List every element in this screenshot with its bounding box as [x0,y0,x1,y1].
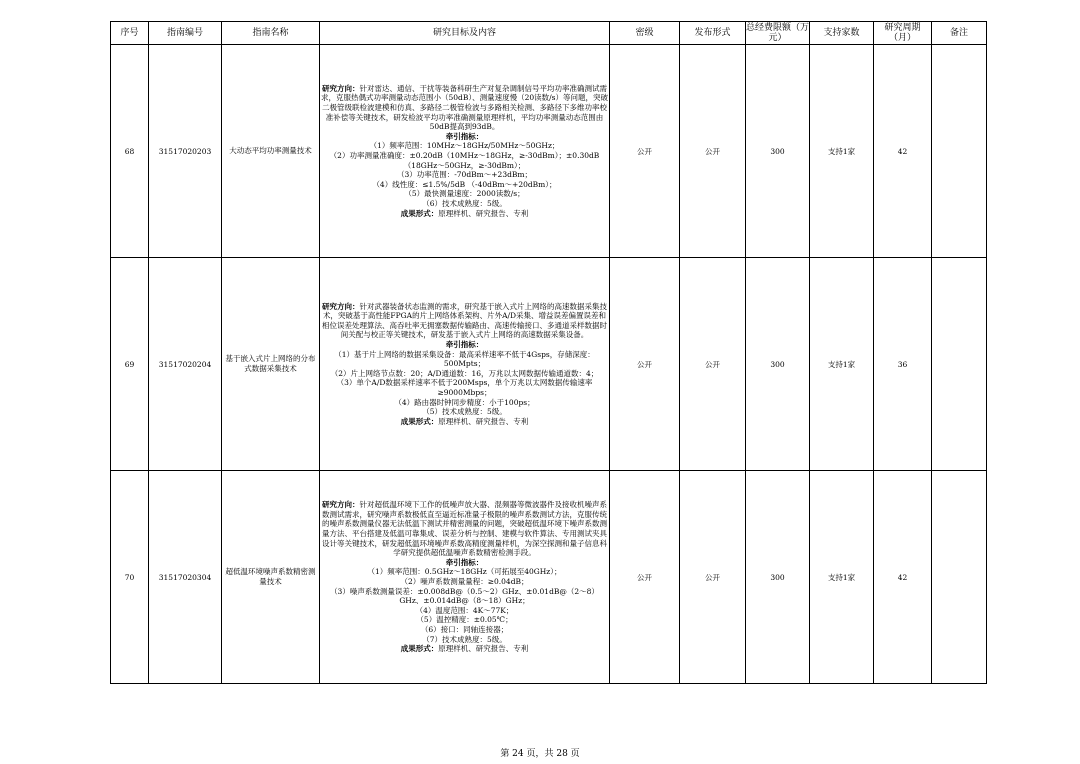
cell-note [932,45,987,258]
cell-code: 31517020204 [149,258,222,471]
indicator-item: （2）片上网络节点数：20；A/D通道数：16，万兆以太网数据传输通道数：4； [330,368,599,378]
indicator-item: （6）技术成熟度：5级。 [422,198,507,208]
result-body: 原理样机、研究报告、专利 [438,416,529,426]
index-label: 牵引指标： [445,131,484,141]
header-publish: 发布形式 [680,22,746,45]
cell-seq: 68 [111,45,149,258]
direction-text [320,84,609,132]
indicator-item: （6）接口：同轴连接器； [420,624,509,634]
header-content: 研究目标及内容 [320,22,610,45]
result-label: 成果形式： [400,644,439,654]
table-row [111,471,987,684]
header-code: 指南编号 [149,22,222,45]
direction-body: 针对超低温环境下工作的低噪声放大器、混频器等微波器件及接收机噪声系数测试需求，研究噪声系数极低直至逼近标准量子极限的噪声系数测试方法，克服传统的噪声系数测量仪器无法低温下测试并精密测量的问题，突破超低温环境下噪声系数测量方法、平台搭建及低温可靠集成、误差分析与控制、建模与软件算法、专用测试夹具设计等关键技术，研发超低温环境噪声系数高精度测量样机，为深空探测和量子信息科学研究提供超低温噪声系数精密检测手段。 [322,500,607,558]
cell-seq: 69 [111,258,149,471]
result-body: 原理样机、研究报告、专利 [438,644,529,654]
table-row [111,258,987,471]
direction-text [320,302,609,340]
result-label: 成果形式： [400,416,439,426]
cell-budget: 300 [746,45,810,258]
page-footer: 第 24 页，共 28 页 [500,749,580,759]
cell-seq: 70 [111,471,149,684]
cell-period: 42 [874,471,932,684]
table-row [111,45,987,258]
indicator-item: （4）线性度：≤1.5%/5dB （-40dBm～+20dBm）； [372,179,557,189]
indicator-item: （5）技术成熟度：5级。 [422,407,507,417]
result-label: 成果形式： [400,208,439,218]
direction-body: 针对雷达、通信、干扰等装备科研生产对复杂调制信号平均功率准确测试需求，克服热偶式功率测量动态范围小（50dB）、测量速度慢（20读数/s）等问题，突破二极管级联检波建模和仿真、多路径二极管检波与多路相关检测、多路径下多维功率校准补偿等关键技术，研发检波平均功率准确测量原理样机，平均功率测量动态范围由50dB提高到93dB。 [320,83,609,132]
header-period: 研究周期（月） [874,22,932,45]
result-text [320,644,609,654]
index-label: 牵引指标： [445,340,484,350]
cell-code: 31517020203 [149,45,222,258]
index-label: 牵引指标： [445,557,484,567]
cell-secret: 公开 [610,471,680,684]
header-secret: 密级 [610,22,680,45]
cell-code: 31517020304 [149,471,222,684]
indicator-item: （1）基于片上网络的数据采集设备：最高采样速率不低于4Gsps，存储深度：500Mpts； [334,349,595,369]
cell-publish: 公开 [680,258,746,471]
header-budget: 总经费限额（万元） [746,23,810,43]
indicator-item: （1）频率范围：0.5GHz～18GHz（可拓展至40GHz）； [367,567,562,577]
cell-note [932,258,987,471]
direction-text [320,500,609,558]
cell-content [320,471,610,684]
header-seq: 序号 [111,22,149,45]
cell-content [320,258,610,471]
result-text [320,417,609,427]
indicator-item: （5）最快测量速度：2000读数/s； [404,189,525,199]
cell-support: 支持1家 [810,45,874,258]
indicator-item: （7）技术成熟度：5级。 [422,634,507,644]
guide-table [110,21,987,684]
indicator-item: （4）路由器时钟同步精度：小于100ps； [394,397,535,407]
cell-support: 支持1家 [810,471,874,684]
header-support: 支持家数 [810,22,874,45]
result-text [320,209,609,219]
cell-publish: 公开 [680,45,746,258]
direction-label: 研究方向： [322,500,360,510]
indicator-item: （4）温度范围：4K～77K； [415,605,514,615]
cell-name: 大动态平均功率测量技术 [222,45,320,258]
cell-period: 36 [874,258,932,471]
indicator-item: （2）功率测量准确度：±0.20dB（10MHz～18GHz，≥-30dBm）；±0.30dB（18GHz～50GHz，≥-30dBm）； [329,151,600,170]
indicator-item: （3）功率范围：-70dBm～+23dBm； [396,170,533,180]
indicator-item: （3）单个A/D数据采样速率不低于200Msps，单个万兆以太网数据传输速率≥9000Mbps； [336,378,593,397]
cell-note [932,471,987,684]
cell-content [320,45,610,258]
cell-budget: 300 [746,258,810,471]
indicator-item: （1）频率范围：10MHz～18GHz/50MHz～50GHz； [369,141,560,151]
direction-label: 研究方向： [322,83,360,93]
cell-period: 42 [874,45,932,258]
header-row [111,22,987,45]
direction-label: 研究方向： [322,301,360,311]
cell-publish: 公开 [680,471,746,684]
header-note: 备注 [932,22,987,45]
result-body: 原理样机、研究报告、专利 [438,208,529,218]
direction-body: 针对武器装备状态监测的需求，研究基于嵌入式片上网络的高速数据采集技术，突破基于高性能FPGA的片上网络体系架构、片外A/D采集、增益误差偏置误差和相位误差处理算法、高吞吐率无拥塞数据传输路由、高速传输接口、多通道采样数据时间关配与校正等关键技术，研发基于嵌入式片上网络的高速数据采集设备。 [322,301,607,340]
indicator-item: （2）噪声系数测量量程：≥0.04dB； [400,577,529,586]
cell-secret: 公开 [610,258,680,471]
cell-budget: 300 [746,471,810,684]
cell-name: 超低温环境噪声系数精密测量技术 [222,471,320,684]
header-name: 指南名称 [222,22,320,45]
cell-support: 支持1家 [810,258,874,471]
cell-secret: 公开 [610,45,680,258]
indicator-item: （5）温控精度：±0.05℃； [416,615,513,625]
cell-name: 基于嵌入式片上网络的分布式数据采集技术 [222,258,320,471]
indicator-item: （3）噪声系数测量误差：±0.008dB@（0.5～2）GHz、±0.01dB@（2～8）GHz、±0.014dB@（8～18）GHz； [330,586,599,606]
